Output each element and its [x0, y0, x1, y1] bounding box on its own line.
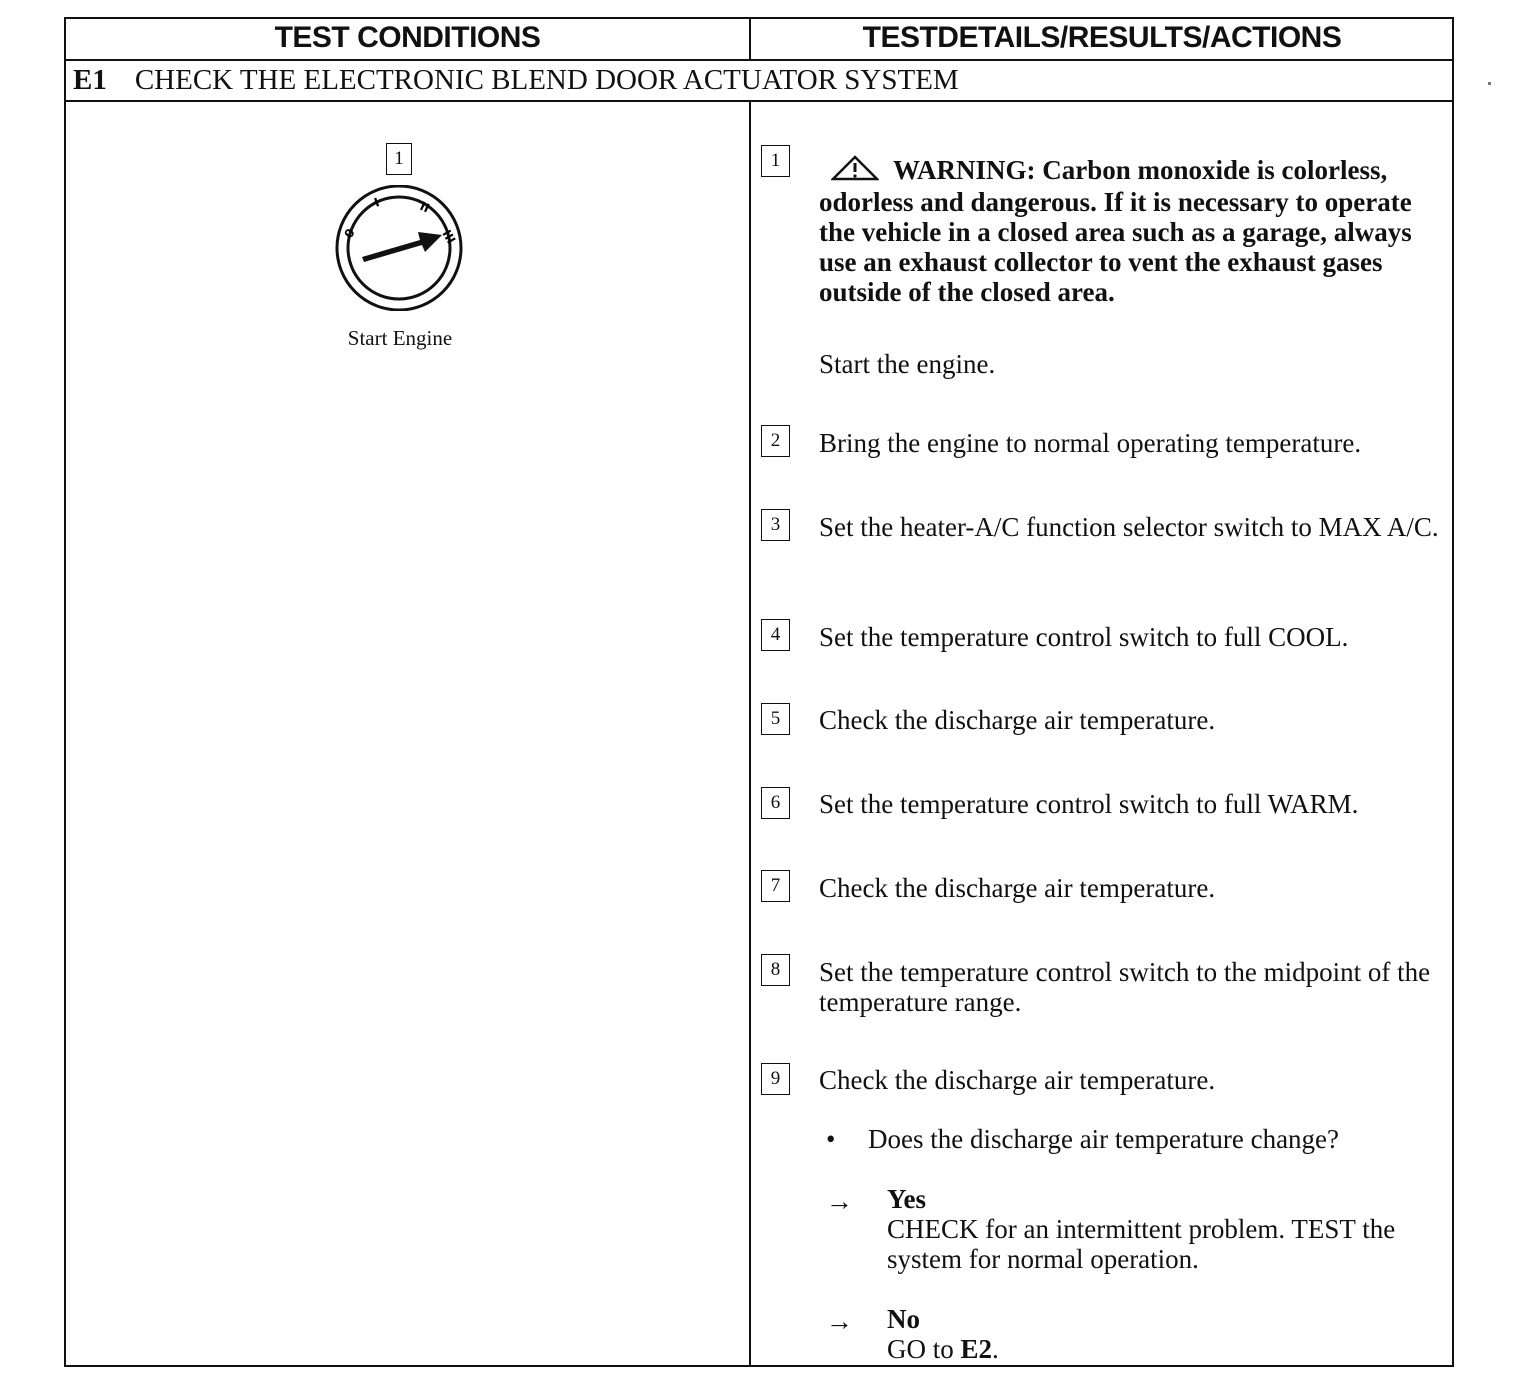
header-divider: [64, 59, 1454, 61]
step-text: Set the temperature control switch to full WARM.: [819, 789, 1359, 819]
warning-triangle-icon: [831, 155, 879, 187]
answer-no-label: No: [887, 1304, 920, 1334]
header-test-details: TESTDETAILS/RESULTS/ACTIONS: [862, 21, 1342, 54]
ignition-switch-icon: [334, 185, 464, 311]
condition-caption: Start Engine: [347, 326, 453, 350]
body-column-divider: [749, 100, 751, 1367]
question-bullet: •: [826, 1124, 836, 1154]
step-text: Start the engine.: [819, 349, 996, 379]
step-number: 5: [761, 703, 790, 735]
step-text: Set the temperature control switch to full COOL.: [819, 622, 1349, 652]
step-number: 3: [761, 509, 790, 541]
test-title: CHECK THE ELECTRONIC BLEND DOOR ACTUATOR SYSTEM: [134, 64, 959, 96]
ignition-label: 0: [341, 226, 358, 241]
answer-yes-action: CHECK for an intermittent problem. TEST the system for normal operation.: [887, 1214, 1396, 1274]
step-number: 4: [761, 619, 790, 651]
header-test-conditions: TEST CONDITIONS: [274, 21, 541, 54]
step-number: 2: [761, 425, 790, 457]
step-text: Check the discharge air temperature.: [819, 705, 1216, 735]
test-id: E1: [73, 64, 107, 96]
step-text: Bring the engine to normal operating temperature.: [819, 428, 1362, 458]
answer-no-target: E2: [960, 1334, 993, 1364]
step-number: 8: [761, 954, 790, 986]
step-number: 6: [761, 787, 790, 819]
scan-speck: [1488, 82, 1491, 85]
ignition-label: III: [439, 227, 459, 247]
condition-step-number: 1: [386, 143, 412, 175]
warning-message: WARNING: Carbon monoxide is colorless, odorless and dangerous. If it is necessary to operate the vehicle in a closed area such as a garage, always use an exhaust collector to vent the exhaust gases outside of the closed area.: [819, 155, 1412, 307]
step-text: Set the heater-A/C function selector switch to MAX A/C.: [819, 512, 1439, 542]
ignition-label: I: [372, 195, 382, 210]
step-text: Check the discharge air temperature.: [819, 1065, 1216, 1095]
ignition-label: II: [417, 199, 432, 216]
key-arrow-icon: [362, 232, 442, 262]
warning-text: [819, 155, 1449, 307]
answer-no-action-prefix: GO to: [887, 1334, 961, 1364]
answer-no: [887, 1304, 1447, 1364]
step-text: Set the temperature control switch to the midpoint of the temperature range.: [819, 957, 1431, 1017]
step-text: Check the discharge air temperature.: [819, 873, 1216, 903]
answer-yes: [887, 1184, 1447, 1274]
question-text: Does the discharge air temperature change?: [868, 1124, 1340, 1154]
step-number: 1: [761, 145, 790, 177]
title-divider: [64, 100, 1454, 102]
step-number: 9: [761, 1063, 790, 1095]
answer-no-action-suffix: .: [992, 1334, 999, 1364]
test-title-row: [73, 64, 959, 97]
yes-arrow-icon: →: [826, 1186, 853, 1216]
step-number: 7: [761, 870, 790, 902]
answer-yes-label: Yes: [887, 1184, 926, 1214]
no-arrow-icon: →: [826, 1306, 853, 1336]
